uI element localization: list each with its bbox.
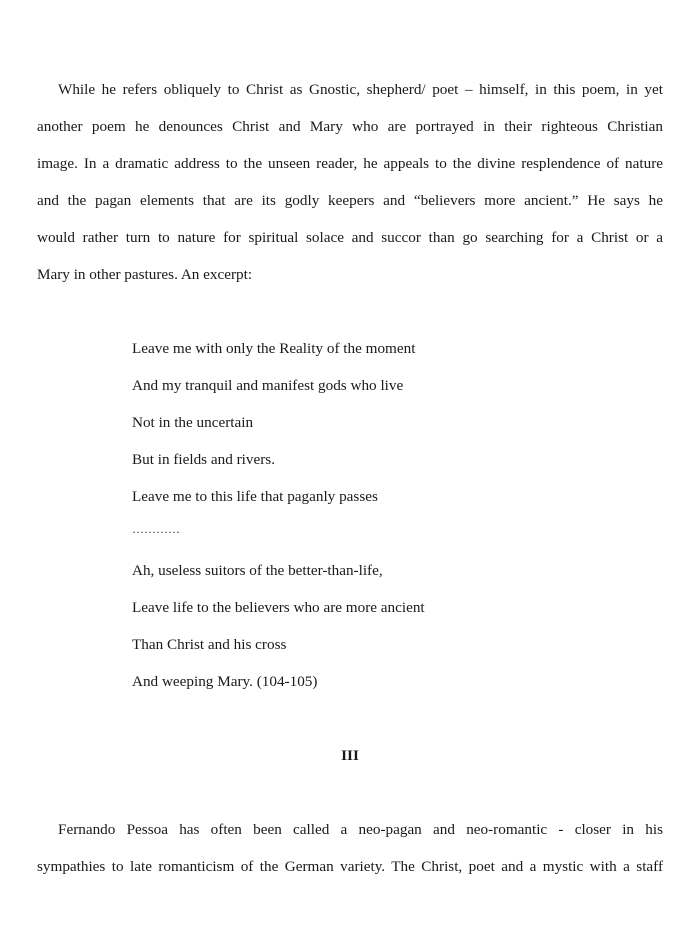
poem-ellipsis: ………… — [132, 522, 180, 536]
paragraph-line: would rather turn to nature for spiritual solace and succor than go searching for a Christ or a — [37, 229, 663, 246]
paragraph-line: Mary in other pastures. An excerpt: — [37, 266, 253, 283]
poem-line: But in fields and rivers. — [132, 451, 275, 468]
paragraph-line: While he refers obliquely to Christ as Gnostic, shepherd/ poet – himself, in this poem, in yet — [58, 81, 663, 98]
paragraph-line: sympathies to late romanticism of the German variety. The Christ, poet and a mystic with a staff — [37, 858, 663, 875]
poem-line: Leave me with only the Reality of the moment — [132, 340, 416, 357]
poem-line: Leave life to the believers who are more ancient — [132, 599, 425, 616]
paragraph-line: Fernando Pessoa has often been called a neo-pagan and neo-romantic - closer in his — [58, 821, 663, 838]
paragraph-line: image. In a dramatic address to the unseen reader, he appeals to the divine resplendence of nature — [37, 155, 663, 172]
poem-line: And weeping Mary. (104-105) — [132, 673, 318, 690]
section-heading: III — [341, 747, 359, 764]
paragraph-line: another poem he denounces Christ and Mary who are portrayed in their righteous Christian — [37, 118, 663, 135]
poem-line: Than Christ and his cross — [132, 636, 287, 653]
paragraph-line: and the pagan elements that are its godly keepers and “believers more ancient.” He says he — [37, 192, 663, 209]
poem-line: Leave me to this life that paganly passes — [132, 488, 378, 505]
poem-line: Ah, useless suitors of the better-than-life, — [132, 562, 383, 579]
poem-line: And my tranquil and manifest gods who live — [132, 377, 404, 394]
poem-line: Not in the uncertain — [132, 414, 254, 431]
